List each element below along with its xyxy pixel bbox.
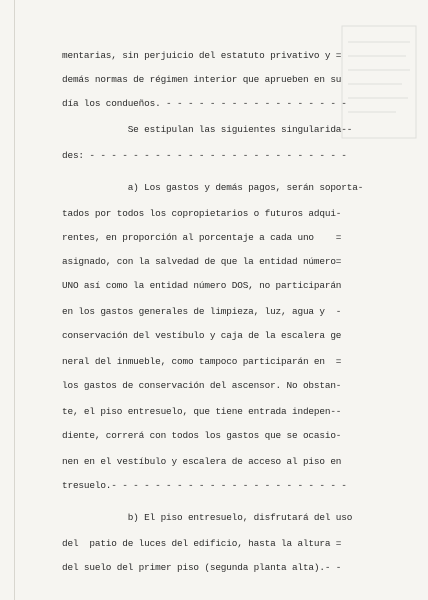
- text-line: neral del inmueble, como tampoco participarán en =: [62, 356, 342, 367]
- text-line: del patio de luces del edificio, hasta la altura =: [62, 538, 342, 549]
- text-line: diente, correrá con todos los gastos que se ocasio-: [62, 430, 342, 441]
- text-line: día los condueños. - - - - - - - - - - - - - - - - -: [62, 98, 347, 109]
- text-line: tresuelo.- - - - - - - - - - - - - - - - - - - - - -: [62, 480, 347, 491]
- text-line: a) Los gastos y demás pagos, serán soporta-: [62, 182, 364, 193]
- text-line: asignado, con la salvedad de que la entidad número=: [62, 256, 342, 267]
- text-line: mentarias, sin perjuicio del estatuto privativo y =: [62, 50, 342, 61]
- text-line: tados por todos los copropietarios o futuros adqui-: [62, 208, 342, 219]
- page-edge-line: [14, 0, 15, 600]
- text-line: del suelo del primer piso (segunda planta alta).- -: [62, 562, 342, 573]
- text-line: conservación del vestíbulo y caja de la escalera ge: [62, 330, 342, 341]
- text-line: b) El piso entresuelo, disfrutará del uso: [62, 512, 353, 523]
- text-line: des: - - - - - - - - - - - - - - - - - - - - - - - -: [62, 150, 347, 161]
- text-line: te, el piso entresuelo, que tiene entrada indepen--: [62, 406, 342, 417]
- text-line: UNO así como la entidad número DOS, no participarán: [62, 280, 342, 291]
- text-line: en los gastos generales de limpieza, luz, agua y -: [62, 306, 342, 317]
- text-line: demás normas de régimen interior que aprueben en su: [62, 74, 342, 85]
- text-line: Se estipulan las siguientes singularida--: [62, 124, 353, 135]
- text-line: los gastos de conservación del ascensor. No obstan-: [62, 380, 342, 391]
- text-line: nen en el vestíbulo y escalera de acceso al piso en: [62, 456, 342, 467]
- text-line: rentes, en proporción al porcentaje a cada uno =: [62, 232, 342, 243]
